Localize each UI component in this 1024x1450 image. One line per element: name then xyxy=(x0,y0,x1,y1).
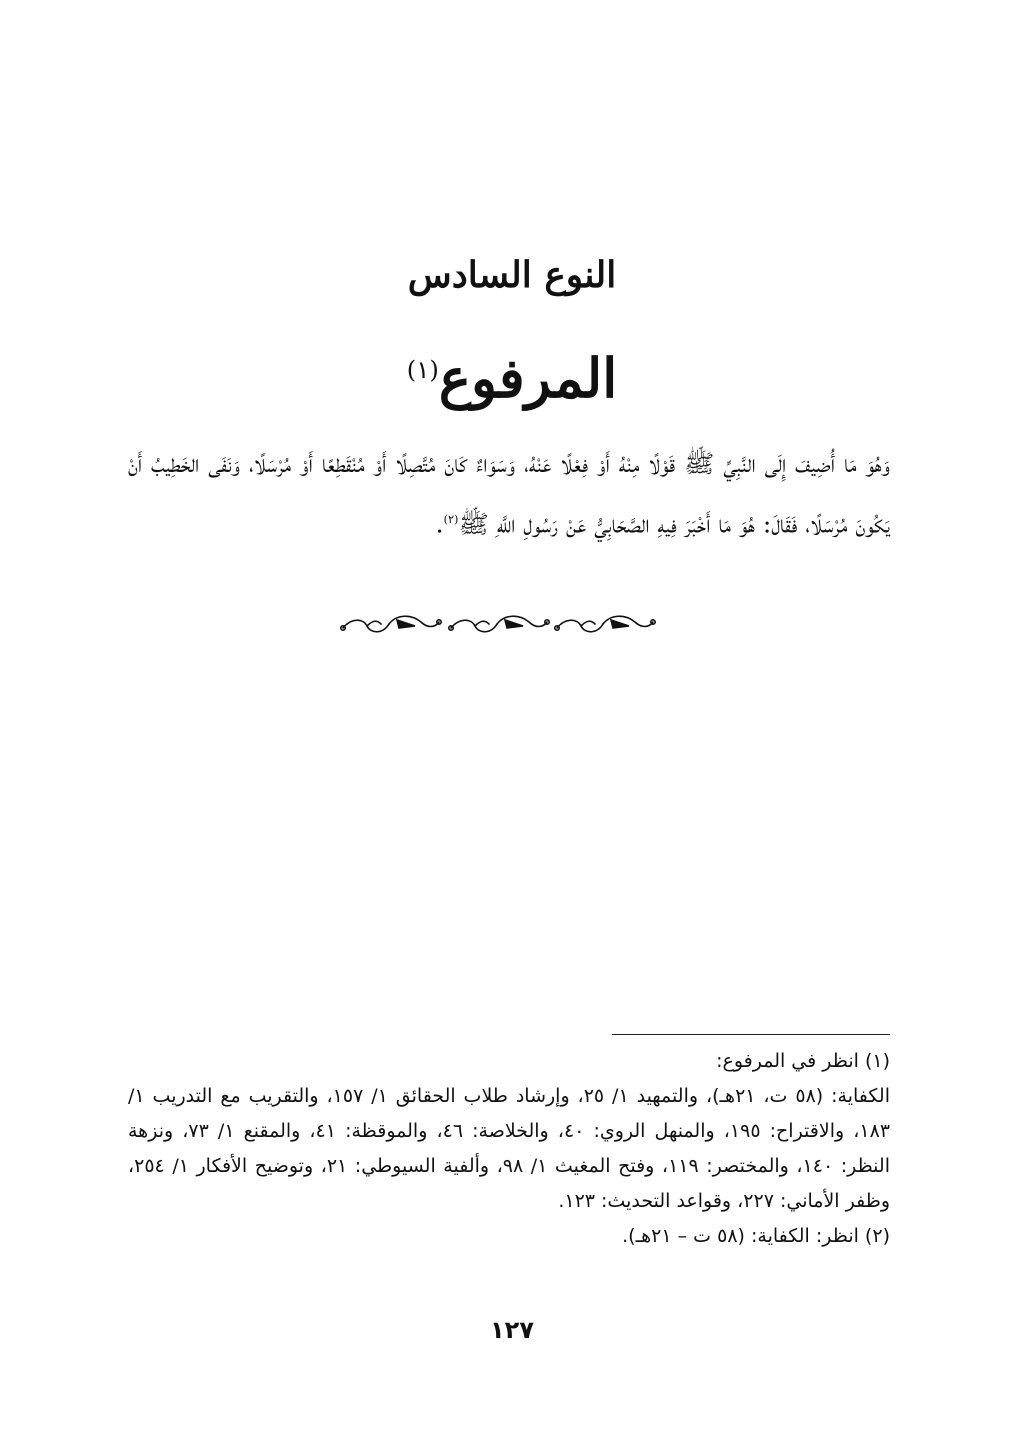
chapter-title-text: المرفوع xyxy=(438,346,618,410)
footnote-marker-2[interactable]: (٢) xyxy=(443,513,459,526)
body-paragraph xyxy=(128,436,890,552)
body-paragraph-text: وَهُوَ مَا أُضِيفَ إِلَى النَّبِيِّ ﷺ قَوْلًا مِنْهُ أَوْ فِعْلًا عَنْهُ، وَسَوَاءٌ كَانَ مُتَّصِلًا أَوْ مُنْقَطِعًا أَوْ مُرْسَلًا، وَنَفَى الخَطِيبُ أَنْ يَكُونَ مُرْسَلًا، فَقَالَ: هُوَ مَا أَخْبَرَ فِيهِ الصَّحَابِيُّ عَنْ رَسُولِ اللَّهِ ﷺ xyxy=(128,449,890,539)
footnotes xyxy=(128,1044,890,1254)
page-number: ١٢٧ xyxy=(490,1316,534,1344)
ornament-unit xyxy=(449,616,549,632)
footnote-2: (٢) انظر: الكفاية: (٥٨ ت – ٢١هـ). xyxy=(622,1225,890,1247)
floral-divider-icon xyxy=(337,606,657,642)
footnote-separator xyxy=(612,1034,890,1035)
ornament-unit xyxy=(555,616,655,632)
ornament-unit xyxy=(341,616,441,632)
body-paragraph-end: . xyxy=(435,509,444,539)
chapter-kicker: النوع السادس xyxy=(407,254,617,296)
footnote-marker-1[interactable]: (١) xyxy=(406,355,439,384)
footnote-1-body: الكفاية: (٥٨ ت، ٢١هـ)، والتمهيد ١/ ٢٥، وإرشاد طلاب الحقائق ١/ ١٥٧، والتقريب مع التدريب ١/ ١٨٣، والاقتراح: ١٩٥، والمنهل الروي: ٤٠، والخلاصة: ٤٦، والموقظة: ٤١، والمقنع ١/ ٧٣، ونزهة النظر: ١٤٠، والمختصر: ١١٩، وفتح المغيث ١/ ٩٨، وألفية السيوطي: ٢١، وتوضيح الأفكار ١/ ٢٥٤، وظفر الأماني: ٢٢٧، وقواعد التحديث: ١٢٣. xyxy=(128,1085,891,1212)
footnote-1-label: (١) انظر في المرفوع: xyxy=(716,1050,890,1072)
chapter-title xyxy=(0,325,1024,423)
